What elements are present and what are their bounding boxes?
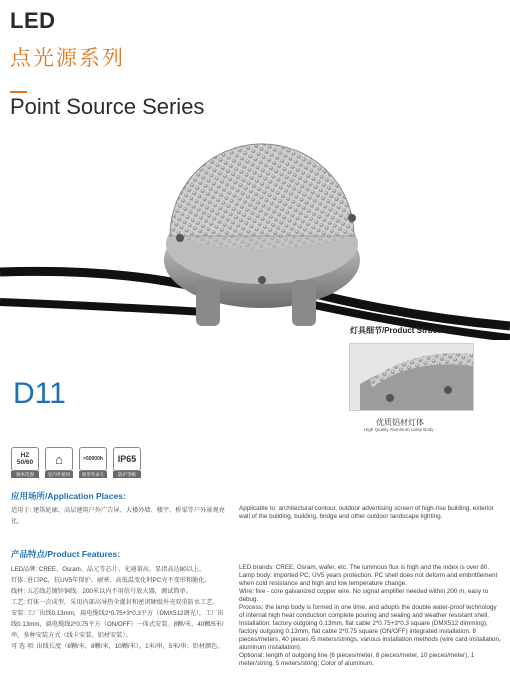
feature-cn-item: 安装: 工厂出线0.13mm，扁电缆线2*0.75+3*0.3平方（DMX512调光），工厂出线0.13mm，扁电缆线2*0.75平方（ON/OFF）一体式安装。8颗/米、40颗/5米/串，多种安装方式（线卡安装、铝材安装）。 (11, 610, 224, 639)
indoor-outdoor-icon: ⌂ 室内外使用 (45, 447, 73, 478)
feature-cn-item: 线材: 五芯线芯镀锌铜线。200米以内不用信号放大器，调试简单。 (11, 588, 192, 595)
feature-en-item: Optional: length of outgoing line (6 pieces/meter, 8 pieces/meter, 10 pieces/meter), 1 meter/string, 5 meters/string; Color of aluminum. (239, 652, 475, 667)
feature-en-item: Lamp body: imported PC, UV5 years protection. PC shell does not deform and embrittlement when cold resistance and high and low temperature change. (239, 572, 498, 587)
application-en: Applicable to: architectural contour, outdoor advertising screen of high-rise building, exterior wall of the building, building, bridge and other outdoor landscape lighting. (239, 505, 494, 520)
feature-cn-item: 可 选 项: 出线长度（6颗/米，8颗/米，10颗/米），1米/串，5米/串；铝材颜色。 (11, 643, 224, 650)
feature-en-item: Process: the lamp body is formed in one time, and adopts the double water-proof technology of internal high heat conduction complete pouring and sealing and weather resistant shell. (239, 604, 497, 619)
series-title-cn: 点光源系列 (10, 47, 125, 70)
structure-title: 灯具细节/Product Structure: (350, 326, 455, 335)
frequency-icon: HZ 50/60 频率范围 (11, 447, 39, 478)
point-light-illustration (0, 140, 510, 340)
structure-detail-image (349, 343, 474, 411)
lamp-detail-illustration (350, 344, 473, 410)
feature-en-item: Installation: factory outgoing 0.13mm, flat cable 2*0.75+3*0.3 square (DMX512 dimming), factory outgoing 0.13mm, flat cable 2*0.75 square (ON/OFF) integrated installation. 8 pieces/meters, 40 pieces /5 meters/strings, various installation methods (wire card installation, aluminum installation). (239, 620, 501, 651)
lifetime-icon: >50000h 使用寿命久 (79, 447, 107, 478)
ip-rating-icon: IP65 防护等级 (113, 447, 141, 478)
features-cn (11, 564, 229, 652)
structure-caption-cn: 优质铝材灯体 (376, 418, 424, 427)
application-cn: 适用于: 建筑轮廓、高层建筑户外广告屏、大楼外墙、楼宇、桥梁等户外景观亮化。 (11, 507, 225, 525)
application-title: 应用场所/Application Places: (11, 491, 126, 501)
feature-cn-item: 灯体: 进口PC，抗UV5年保护。耐寒、高低温变化时PC壳不变形和脆化。 (11, 577, 211, 584)
model-number: D11 (13, 377, 66, 410)
product-image (0, 140, 510, 340)
feature-en-item: LED brands: CREE, Osram, wafer, etc. The luminous flux is high and the index is over 80. (239, 564, 490, 571)
feature-en-item: Wire: five - core galvanized copper wire. No signal amplifier needed within 200 m, easy to debug. (239, 588, 489, 603)
brand-title: LED (10, 8, 56, 33)
features-title: 产品特点/Product Features: (11, 549, 121, 559)
feature-cn-item: 工艺: 灯体一次成型，采用内部高导热全灌封和密闭硬级外壳双重防水工艺。 (11, 599, 219, 606)
structure-caption-en: High Quality Aluminum Lamp Body (364, 427, 434, 432)
feature-icons (11, 447, 141, 478)
feature-cn-item: LED品牌: CREE、Osram、晶元等芯片。光通量高，显指高达80以上。 (11, 566, 206, 573)
series-title-en: Point Source Series (10, 94, 205, 119)
accent-rule (10, 91, 27, 93)
features-en (239, 564, 502, 668)
